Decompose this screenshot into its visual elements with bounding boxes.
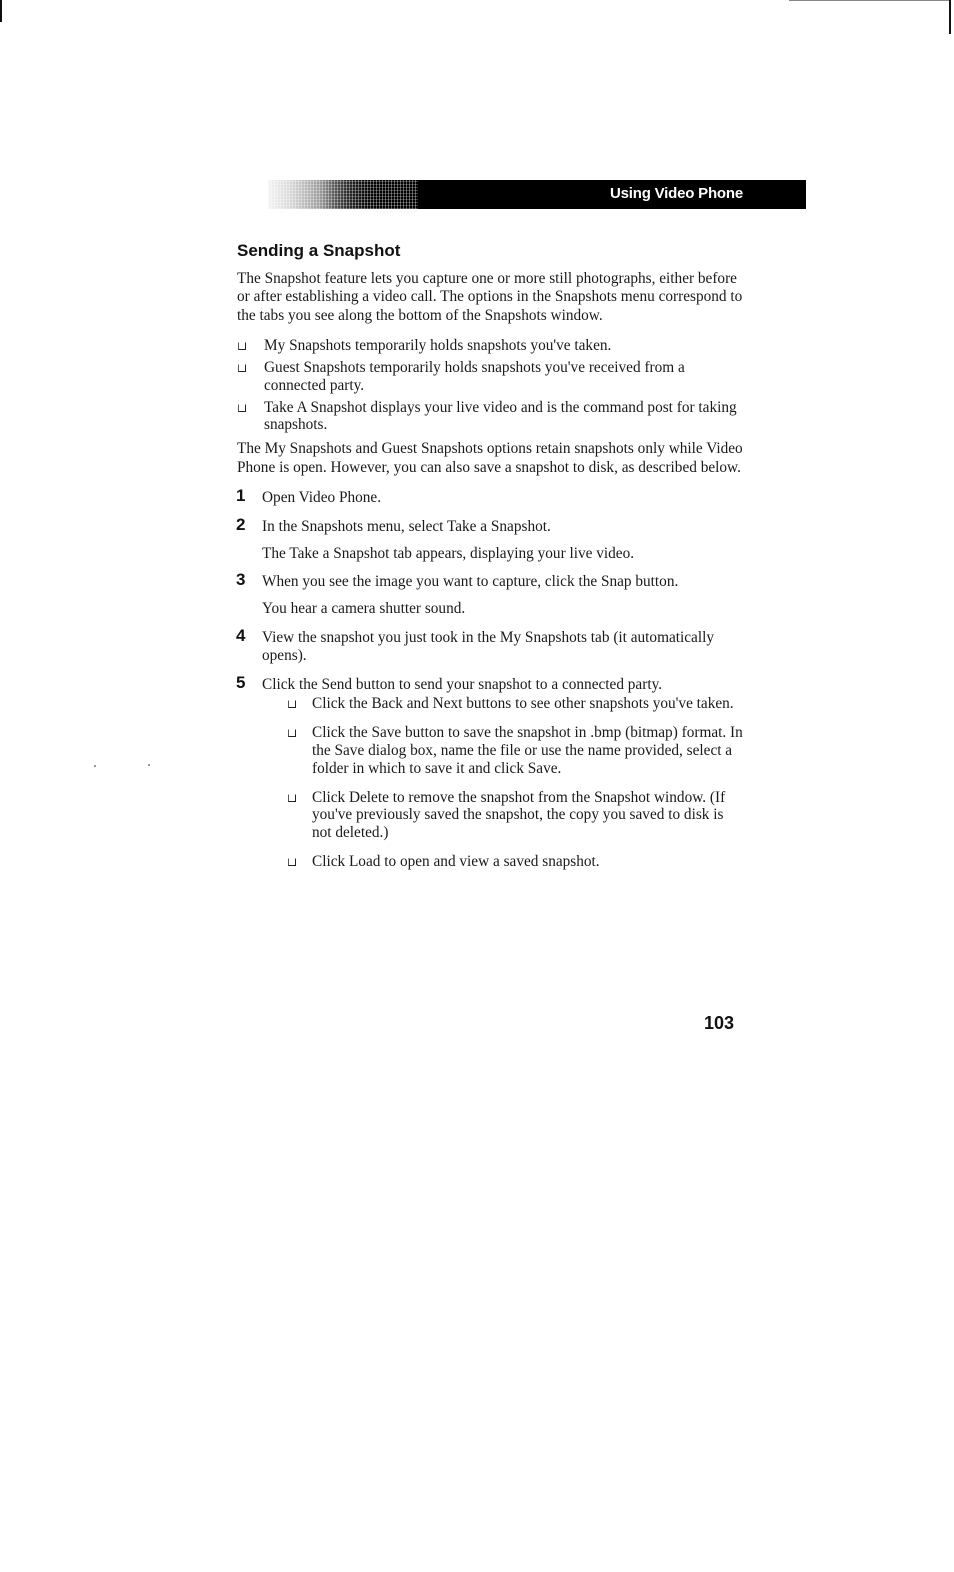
crop-mark-top: [789, 0, 949, 1]
header-gradient-texture: [268, 180, 418, 209]
checkbox-bullet-icon: [238, 342, 246, 350]
step-text: Click the Send button to send your snapshot to a connected party.: [262, 675, 663, 693]
procedure-steps: [236, 486, 746, 871]
step-text: Open Video Phone.: [262, 489, 382, 507]
snapshot-options-list: [236, 337, 746, 434]
crop-mark-right: [949, 0, 951, 34]
checkbox-bullet-icon: [288, 729, 296, 737]
step-text: In the Snapshots menu, select Take a Snapshot.: [262, 517, 551, 535]
step-item: [236, 626, 746, 665]
list-item: Click Load to open and view a saved snapshot.: [286, 853, 746, 871]
step-number: 1: [236, 486, 246, 506]
checkbox-bullet-icon: [238, 404, 246, 412]
scan-speck: [148, 764, 150, 766]
checkbox-bullet-icon: [288, 794, 296, 802]
running-header-bar: [268, 180, 806, 209]
list-item: My Snapshots temporarily holds snapshots you've taken.: [236, 337, 746, 355]
step-number: 4: [236, 626, 246, 645]
retention-note: The My Snapshots and Guest Snapshots options retain snapshots only while Video Phone is open. However, you can also save a snapshot to disk, as described below.: [237, 440, 743, 476]
step-item: [236, 486, 746, 507]
step-item: [236, 672, 746, 871]
list-item: Click the Back and Next buttons to see other snapshots you've taken.: [286, 695, 746, 713]
step-number: 3: [236, 570, 246, 590]
step-result: The Take a Snapshot tab appears, displaying your live video.: [262, 544, 635, 562]
step-result: You hear a camera shutter sound.: [262, 600, 466, 618]
page-content: [236, 238, 746, 882]
intro-paragraph: The Snapshot feature lets you capture one or more still photographs, either before or after establishing a video call. The options in the Snapshots menu correspond to the tabs you see along the bottom of the Snapshots window.: [237, 270, 743, 324]
checkbox-bullet-icon: [288, 858, 296, 866]
section-title: Sending a Snapshot: [237, 241, 401, 260]
crop-mark-left: [0, 0, 2, 22]
step-number: 2: [236, 514, 246, 534]
step-text: When you see the image you want to capture, click the Snap button.: [262, 573, 679, 591]
list-item: Take A Snapshot displays your live video and is the command post for taking snapshots.: [236, 399, 746, 435]
step-item: [236, 514, 746, 563]
step-text: View the snapshot you just took in the My Snapshots tab (it automatically opens).: [262, 629, 714, 664]
list-item: Guest Snapshots temporarily holds snapshots you've received from a connected party.: [236, 359, 746, 395]
list-item: Click the Save button to save the snapshot in .bmp (bitmap) format. In the Save dialog box, name the file or use the name provided, select a folder in which to save it and click Save.: [286, 724, 746, 777]
list-item: Click Delete to remove the snapshot from the Snapshot window. (If you've previously saved the snapshot, the copy you saved to disk is not deleted.): [286, 789, 746, 842]
step-number: 5: [236, 672, 246, 692]
running-header-title: Using Video Phone: [609, 185, 743, 202]
snapshot-actions-list: [286, 695, 746, 870]
checkbox-bullet-icon: [238, 364, 246, 372]
step-item: [236, 570, 746, 618]
checkbox-bullet-icon: [288, 700, 296, 708]
page-number: 103: [704, 1013, 735, 1033]
scan-speck: [94, 765, 96, 767]
